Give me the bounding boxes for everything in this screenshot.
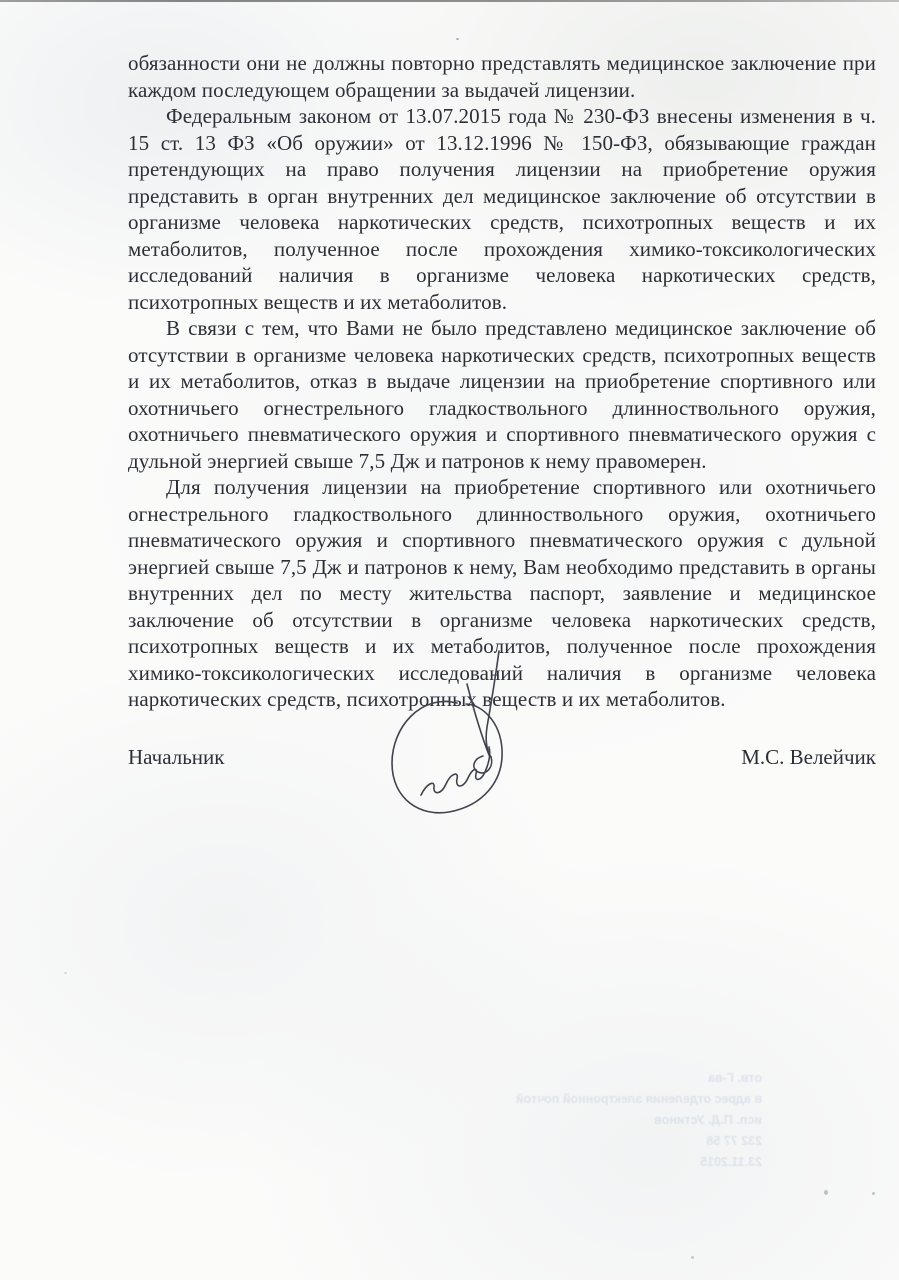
letter-body	[128, 50, 876, 713]
scan-speck	[691, 1256, 694, 1259]
bleedthrough-line: отв. Г-ва	[708, 1071, 762, 1085]
bleedthrough-line: исп. П.Д. Устинов	[653, 1113, 762, 1127]
scan-speck	[824, 1190, 828, 1195]
handwritten-signature	[365, 645, 550, 830]
scan-speck	[456, 38, 459, 40]
paragraph-license-requirements: Для получения лицензии на приобретение спортивного или охотничьего огнестрельного гладкоствольного длинноствольного оружия, охотничьего пневматического оружия и спортивного пневматического оружия с дульной энергией свыше 7,5 Дж и патронов к нему, Вам необходимо представить в органы внутренних дел по месту жительства паспорт, заявление и медицинское заключение об отсутствии в организме человека наркотических средств, психотропных веществ и их метаболитов, полученное после прохождения химико-токсикологических исследований наличия в организме человека наркотических средств, психотропных веществ и их метаболитов.	[128, 475, 876, 711]
paragraph-law-reference: Федеральным законом от 13.07.2015 года № 230-ФЗ внесены изменения в ч. 15 ст. 13 ФЗ «Об оружии» от 13.12.1996 № 150-ФЗ, обязывающие граждан претендующих на право получения лицензии на приобретение оружия представить в орган внутренних дел медицинское заключение об отсутствии в организме человека наркотических средств, психотропных веществ и их метаболитов, полученное после прохождения химико-токсикологических исследований наличия в организме человека наркотических средств, психотропных веществ и их метаболитов.	[128, 104, 876, 314]
bleedthrough-line: 232 77 58	[706, 1134, 762, 1148]
signatory-title: Начальник	[128, 745, 225, 769]
bleedthrough-line: 23.11.2015	[700, 1155, 762, 1169]
signatory-name: М.С. Велейчик	[741, 745, 876, 769]
bleedthrough-text	[515, 1068, 762, 1173]
scan-edge-artifact	[0, 0, 899, 2]
paragraph-continuation: обязанности они не должны повторно представлять медицинское заключение при каждом последующем обращении за выдачей лицензии.	[128, 51, 876, 102]
scan-speck	[64, 972, 67, 974]
scan-speck	[872, 1192, 875, 1195]
bleedthrough-line: в адрес отделения электронной почтой	[515, 1092, 762, 1106]
paragraph-refusal-justification: В связи с тем, что Вами не было представлено медицинское заключение об отсутствии в организме человека наркотических средств, психотропных веществ и их метаболитов, отказ в выдаче лицензии на приобретение спортивного или охотничьего огнестрельного гладкоствольного длинноствольного оружия, охотничьего пневматического оружия и спортивного пневматического оружия с дульной энергией свыше 7,5 Дж и патронов к нему правомерен.	[128, 316, 876, 473]
